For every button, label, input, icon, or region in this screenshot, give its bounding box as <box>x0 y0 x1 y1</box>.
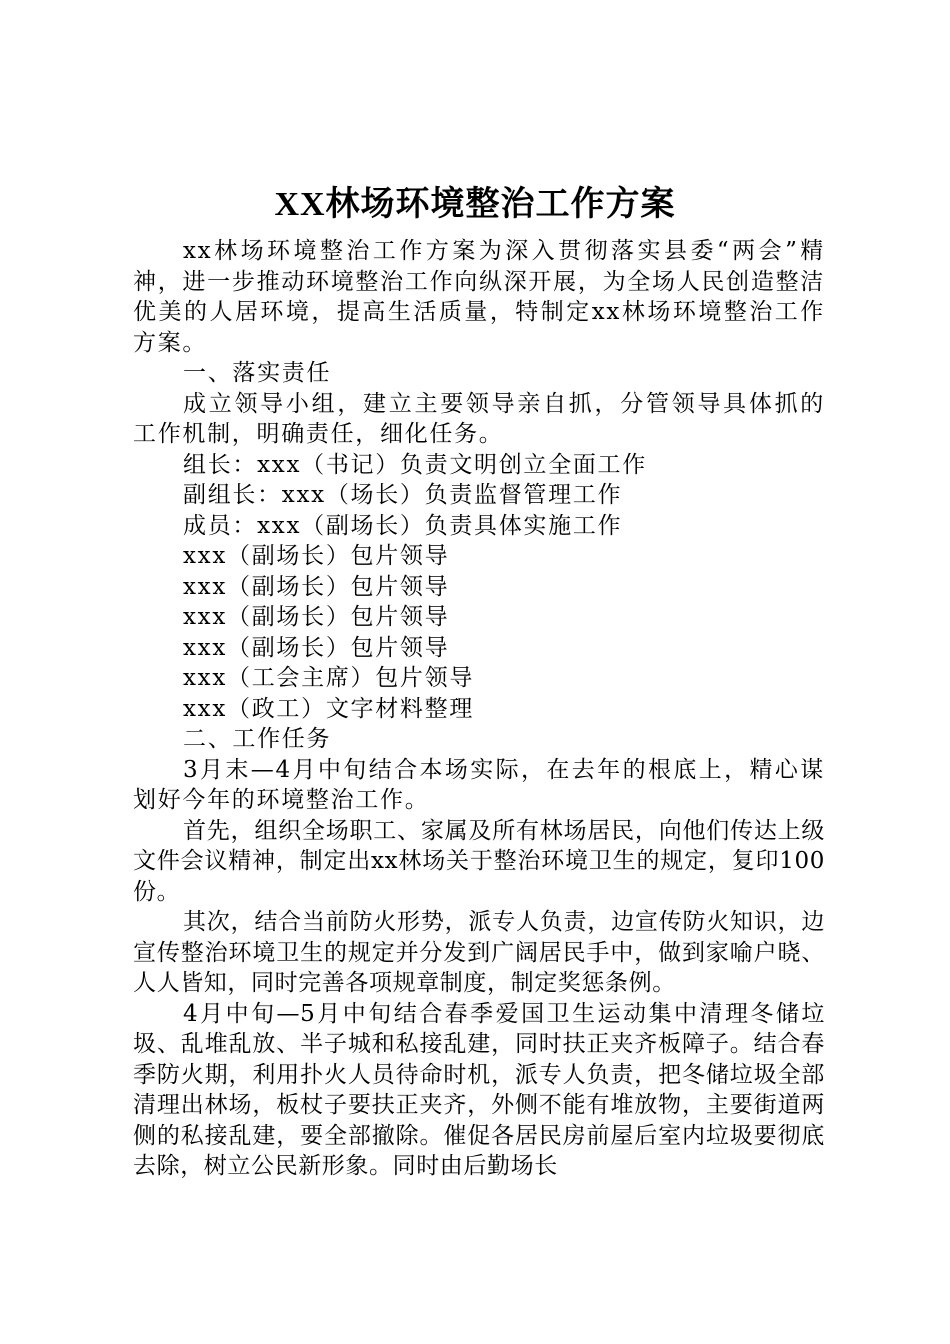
paragraph-first: 首先，组织全场职工、家属及所有林场居民，向他们传达上级文件会议精神，制定出xx林场关于整治环境卫生的规定，复印100份。 <box>133 817 825 905</box>
document-title <box>0 178 950 231</box>
member-line-members: 成员：xxx（副场长）负责具体实施工作 <box>183 512 623 539</box>
member-line-leader: 组长：xxx（书记）负责文明创立全面工作 <box>183 451 647 478</box>
paragraph-second: 其次，结合当前防火形势，派专人负责，边宣传防火知识，边宣传整治环境卫生的规定并分发到广阔居民手中，做到家喻户晓、人人皆知，同时完善各项规章制度，制定奖惩条例。 <box>133 909 825 996</box>
member-line-deputy-leader: 副组长：xxx（场长）负责监督管理工作 <box>183 482 623 508</box>
member-line-area-leader: xxx（副场长）包片领导 <box>183 604 450 630</box>
intro-paragraph: xx林场环境整治工作方案为深入贯彻落实县委“两会”精神，进一步推动环境整治工作向纵深开展，为全场人民创造整洁优美的人居环境，提高生活质量，特制定xx林场环境整治工作方案。 <box>133 238 825 356</box>
paragraph-march-april: 3月末—4月中旬结合本场实际，在去年的根底上，精心谋划好今年的环境整治工作。 <box>133 756 825 813</box>
section-heading-responsibility: 一、落实责任 <box>183 360 332 386</box>
member-line-union-chair: xxx（工会主席）包片领导 <box>183 665 475 691</box>
member-line-area-leader: xxx（副场长）包片领导 <box>183 573 450 600</box>
title-latin-prefix: XX <box>274 186 326 223</box>
member-line-area-leader: xxx（副场长）包片领导 <box>183 634 450 661</box>
paragraph-leadership-group: 成立领导小组，建立主要领导亲自抓，分管领导具体抓的工作机制，明确责任，细化任务。 <box>133 390 825 447</box>
document-body <box>133 236 825 1182</box>
section-heading-tasks: 二、工作任务 <box>183 726 332 752</box>
title-text: 林场环境整治工作方案 <box>325 184 676 224</box>
member-line-political-work: xxx（政工）文字材料整理 <box>183 695 475 722</box>
paragraph-april-may: 4月中旬—5月中旬结合春季爱国卫生运动集中清理冬储垃圾、乱堆乱放、半子城和私接乱建，同时扶正夹齐板障子。结合春季防火期，利用扑火人员待命时机，派专人负责，把冬储垃圾全部清理出林场，板杖子要扶正夹齐，外侧不能有堆放物，主要街道两侧的私接乱建，要全部撤除。催促各居民房前屋后室内垃圾要彻底去除，树立公民新形象。同时由后勤场长 <box>133 1000 825 1179</box>
member-line-area-leader: xxx（副场长）包片领导 <box>183 543 450 569</box>
